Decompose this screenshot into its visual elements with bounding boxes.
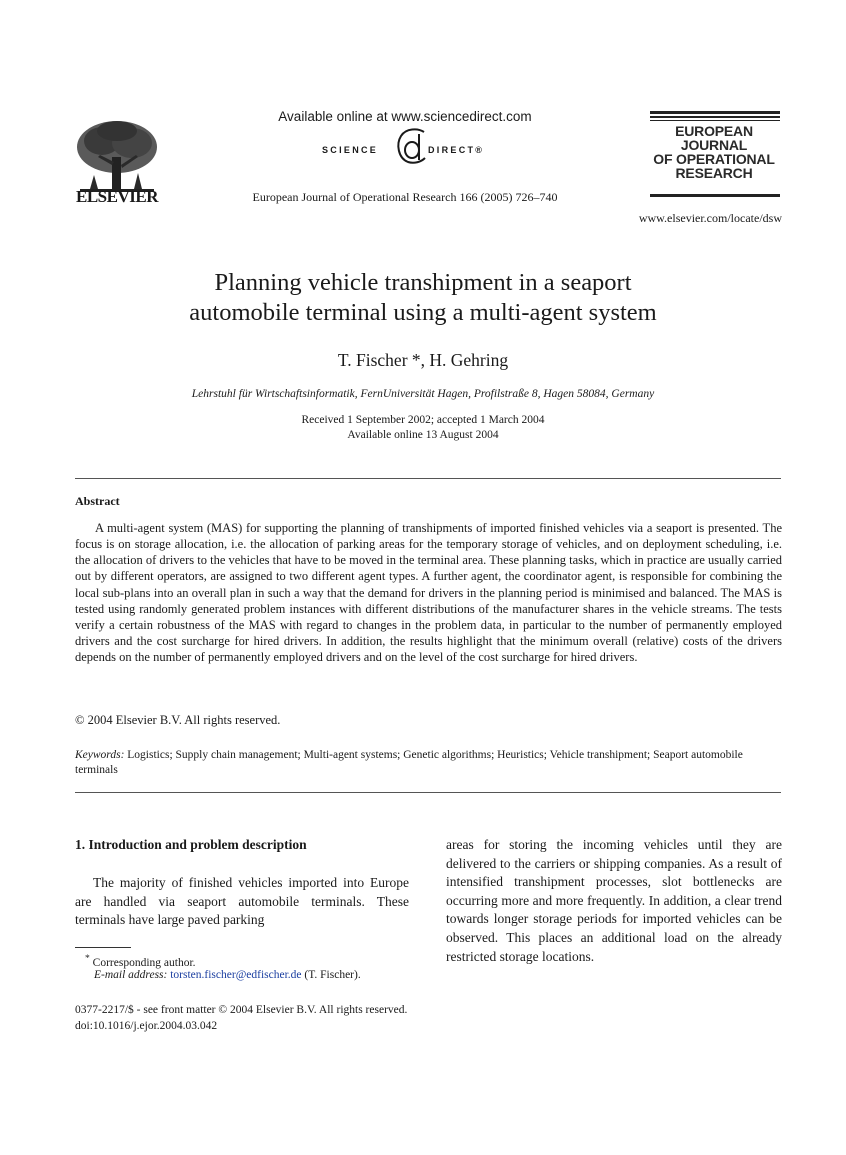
title-line-1: Planning vehicle transhipment in a seaport bbox=[214, 269, 632, 296]
sciencedirect-logo-right: DIRECT® bbox=[428, 145, 485, 155]
available-online-banner[interactable]: Available online at www.sciencedirect.com bbox=[278, 109, 532, 124]
issn-line: 0377-2217/$ - see front matter © 2004 Elsevier B.V. All rights reserved. bbox=[75, 1004, 408, 1016]
ejor-line-4: RESEARCH bbox=[675, 165, 753, 181]
footnote-corresponding-author bbox=[85, 953, 196, 969]
ejor-line-3: OF OPERATIONAL bbox=[653, 151, 775, 167]
email-suffix: (T. Fischer). bbox=[301, 969, 361, 981]
abstract-heading: Abstract bbox=[75, 494, 120, 508]
ejor-logo-bars bbox=[650, 111, 780, 123]
author-list: T. Fischer *, H. Gehring bbox=[337, 350, 509, 370]
sciencedirect-at-icon bbox=[394, 126, 430, 168]
abstract-body: A multi-agent system (MAS) for supporting the planning of transhipments of imported finished vehicles via a seaport is presented. The focus is on storage allocation, i.e. the allocation of parking areas for the temporary storage of vehicles, and on deployment scheduling, i.e. the allocation of drivers to the vehicles that have to be moved in the terminal area. These planning tasks, which in practice are usually carried out by different operators, are assigned to two different agent types. A further agent, the coordinator agent, is responsible for combining the local sub-plans into an overall plan in such a way that the demand for drivers in the planning period is minimised and balanced. The MAS is tested using randomly generated problem instances with different distributions of the manufacturer shares in the vehicle streams. The tests verify a certain robustness of the MAS with regard to changes in the problem data, in particular to the number of permanently employed drivers and the cost surcharge for hired drivers. In addition, the results highlight that the minimum overall (relative) costs of the drivers depends on the number of permanently employed drivers and on the level of the cost surcharge for hired drivers. bbox=[75, 521, 782, 665]
author-affiliation: Lehrstuhl für Wirtschaftsinformatik, FernUniversität Hagen, Profilstraße 8, Hagen 58084, Germany bbox=[191, 388, 655, 400]
journal-citation: European Journal of Operational Research 166 (2005) 726–740 bbox=[252, 190, 558, 204]
abstract-copyright: © 2004 Elsevier B.V. All rights reserved. bbox=[75, 713, 281, 727]
keywords-label: Keywords: bbox=[75, 749, 125, 761]
footnote-marker: * bbox=[85, 953, 90, 964]
doi-line[interactable]: doi:10.1016/j.ejor.2004.03.042 bbox=[75, 1020, 218, 1032]
available-online-date: Available online 13 August 2004 bbox=[347, 429, 499, 441]
paper-title bbox=[80, 268, 766, 328]
email-label: E-mail address: bbox=[94, 969, 168, 981]
footnote-corresponding-text: Corresponding author. bbox=[89, 956, 196, 969]
intro-right-column: areas for storing the incoming vehicles until they are delivered to the carriers or shipping companies. As a result of intensified transhipment processes, slot bottlenecks are occurring more and more frequently. In addition, a clear trend towards longer storage periods for imported vehicles can be observed. This places an additional load on the already restricted storage locations. bbox=[446, 837, 782, 964]
abstract-top-rule bbox=[75, 478, 781, 479]
footnote-rule bbox=[75, 947, 131, 948]
footnote-email bbox=[94, 969, 361, 981]
ejor-logo-divider bbox=[650, 194, 780, 197]
keywords bbox=[75, 748, 782, 778]
journal-url-link[interactable]: www.elsevier.com/locate/dsw bbox=[638, 211, 782, 225]
sciencedirect-logo-left: SCIENCE bbox=[322, 145, 379, 155]
section-heading: 1. Introduction and problem description bbox=[75, 837, 307, 852]
ejor-logo-text bbox=[646, 124, 782, 180]
received-dates: Received 1 September 2002; accepted 1 March 2004 bbox=[301, 414, 545, 426]
abstract-bottom-rule bbox=[75, 792, 781, 793]
intro-left-column: The majority of finished vehicles imported into Europe are handled via seaport automobile terminals. These terminals have large paved parking bbox=[75, 875, 409, 928]
elsevier-wordmark: ELSEVIER bbox=[76, 187, 158, 206]
ejor-line-2: JOURNAL bbox=[680, 137, 748, 153]
ejor-line-1: EUROPEAN bbox=[675, 123, 753, 139]
email-link[interactable]: torsten.fischer@edfischer.de bbox=[170, 969, 302, 981]
title-line-2: automobile terminal using a multi-agent system bbox=[189, 299, 657, 326]
keywords-list: Logistics; Supply chain management; Multi-agent systems; Genetic algorithms; Heuristics; Vehicle transhipment; Seaport automobile terminals bbox=[75, 749, 743, 776]
